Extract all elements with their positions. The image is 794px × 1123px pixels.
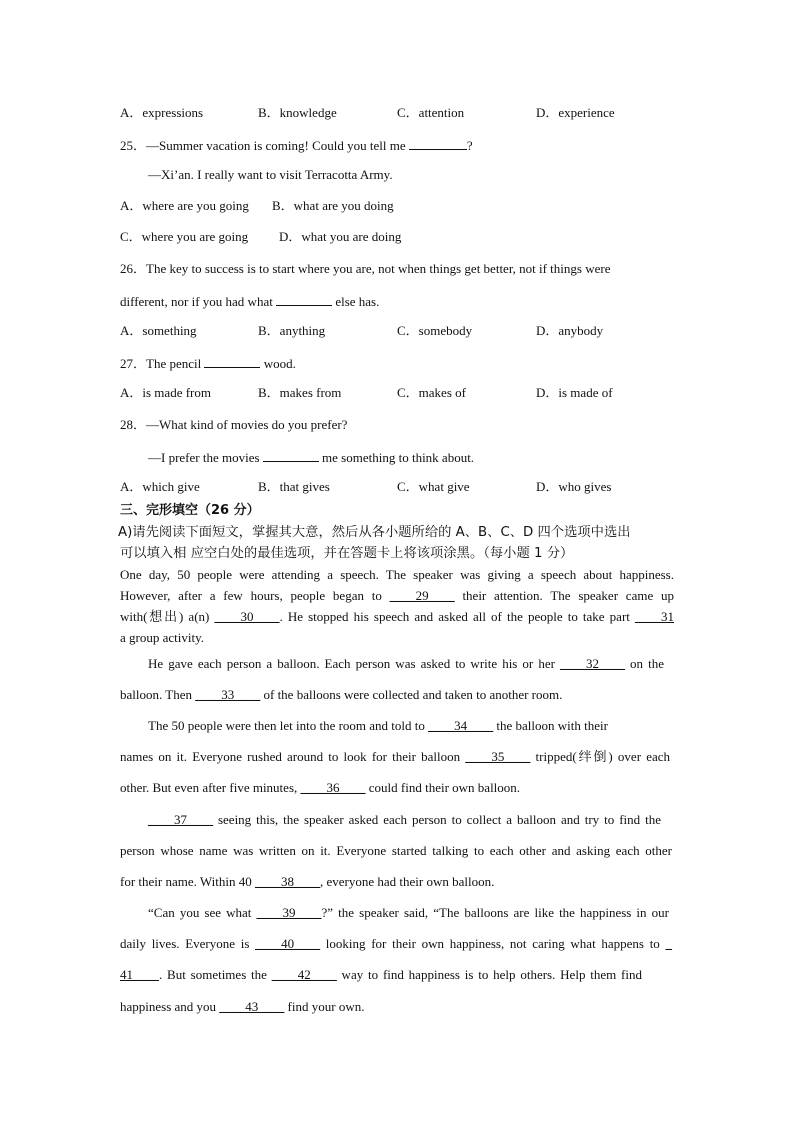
passage-p2-line1 — [148, 656, 664, 672]
q24-option-a: A．expressions — [120, 105, 204, 120]
q24-option-d: D．experience — [536, 105, 615, 120]
q26-stem-line2 — [120, 292, 379, 310]
q26-option-d: D．anybody — [536, 323, 604, 338]
p2-l2-b: of the balloons were collected and taken to another room. — [260, 687, 563, 702]
p3-l2-a: names on it. Everyone rushed around to look for their balloon — [120, 749, 466, 764]
passage-p1-line3 — [120, 609, 674, 625]
blank-31: ____31 — [635, 609, 674, 624]
q28-option-b: B．that gives — [258, 479, 330, 494]
q26-option-c: C．somebody — [397, 323, 473, 338]
passage-p4-line1 — [148, 812, 661, 828]
passage-p5-line3 — [120, 967, 642, 983]
p1-l3-a: with(想出) a(n) — [120, 609, 215, 624]
passage-p4-line3 — [120, 874, 494, 890]
q28-option-a: A．which give — [120, 479, 200, 494]
blank-41-start: _ — [665, 936, 673, 951]
q26-option-b: B．anything — [258, 323, 326, 338]
q28-reply-after: me something to think about. — [318, 450, 475, 465]
p5-l2-a: daily lives. Everyone is — [120, 936, 256, 951]
q26-stem-line1: 26．The key to success is to start where you are, not when things get better, not if things were — [120, 261, 611, 276]
p1-l3-b: . He stopped his speech and asked all of the people to take part — [279, 609, 635, 624]
q27-option-b: B．makes from — [258, 385, 342, 400]
blank-37: ____37____ — [148, 812, 213, 827]
q28-reply-before: —I prefer the movies — [148, 450, 263, 465]
passage-p4-line2: person whose name was written on it. Everyone started talking to each other and asking each other — [120, 843, 672, 858]
q25-stem-before: 25．—Summer vacation is coming! Could you tell me — [120, 138, 409, 153]
p3-l3-b: could find their own balloon. — [365, 780, 521, 795]
passage-p1-line1: One day, 50 people were attending a speech. The speaker was giving a speech about happiness. — [120, 567, 674, 582]
p5-l4-a: happiness and you — [120, 999, 220, 1014]
blank-30: ____30____ — [214, 609, 280, 624]
q26-line2-after: else has. — [332, 294, 380, 309]
q25-stem-after: ? — [466, 138, 473, 153]
blank-33: ____33____ — [195, 687, 261, 702]
passage-p1-line4: a group activity. — [120, 630, 204, 645]
q27-stem-after: wood. — [260, 356, 296, 371]
p3-l1-a: The 50 people were then let into the room and told to — [148, 718, 429, 733]
q25-option-b: B．what are you doing — [272, 198, 394, 213]
q25-option-c: C．where you are going — [120, 229, 249, 244]
q25-blank — [409, 136, 467, 150]
q25-stem — [120, 136, 473, 154]
p2-l1-a: He gave each person a balloon. Each person was asked to write his or her — [148, 656, 560, 671]
passage-p5-line2 — [120, 936, 672, 952]
blank-32: ____32____ — [559, 656, 625, 671]
p3-l3-a: other. But even after five minutes, — [120, 780, 301, 795]
section-instruction-line1: A)请先阅读下面短文，掌握其大意，然后从各小题所给的 A、B、C、D 四个选项中选出 — [118, 525, 631, 540]
p1-l2-a: However, after a few hours, people began to — [120, 588, 390, 603]
q27-option-c: C．makes of — [397, 385, 466, 400]
passage-p1-line2 — [120, 588, 674, 604]
passage-p3-line1 — [148, 718, 608, 734]
section-instruction-line2: 可以填入相 应空白处的最佳选项，并在答题卡上将该项涂黑。（每小题 1 分） — [120, 546, 574, 561]
passage-p2-line2 — [120, 687, 562, 703]
q27-option-a: A．is made from — [120, 385, 211, 400]
q28-option-c: C．what give — [397, 479, 470, 494]
q27-option-d: D．is made of — [536, 385, 613, 400]
p4-l3-a: for their name. Within 40 — [120, 874, 255, 889]
p5-l3-b: . But sometimes the — [159, 967, 272, 982]
q28-reply — [148, 448, 474, 466]
blank-29: ____29____ — [389, 588, 455, 603]
passage-p3-line3 — [120, 780, 520, 796]
q25-option-d: D．what you are doing — [279, 229, 402, 244]
p5-l1-b: ?” the speaker said, “The balloons are like the happiness in our — [321, 905, 669, 920]
q26-blank — [276, 292, 332, 306]
passage-p5-line4 — [120, 999, 364, 1015]
q28-stem: 28．—What kind of movies do you prefer? — [120, 417, 348, 432]
section-title: 三、完形填空（26 分） — [120, 503, 260, 518]
q28-option-d: D．who gives — [536, 479, 612, 494]
blank-43: ____43____ — [219, 999, 285, 1014]
p2-l2-a: balloon. Then — [120, 687, 196, 702]
passage-p3-line2 — [120, 749, 670, 765]
blank-38: ____38____ — [254, 874, 320, 889]
p3-l1-b: the balloon with their — [493, 718, 608, 733]
p4-l3-b: , everyone had their own balloon. — [319, 874, 495, 889]
q28-blank — [263, 448, 319, 462]
blank-40: ____40____ — [255, 936, 321, 951]
passage-p5-line1 — [148, 905, 669, 921]
blank-34: ____34____ — [428, 718, 494, 733]
blank-41: 41____ — [120, 967, 159, 982]
q26-line2-before: different, nor if you had what — [120, 294, 277, 309]
p1-l2-b: their attention. The speaker came up — [454, 588, 675, 603]
q24-option-c: C．attention — [397, 105, 465, 120]
p3-l2-b: tripped(绊倒) over each — [530, 749, 671, 764]
blank-39: ____39____ — [256, 905, 322, 920]
q25-reply: —Xi’an. I really want to visit Terracotta Army. — [148, 167, 393, 182]
p5-l3-c: way to find happiness is to help others. Help them find — [336, 967, 642, 982]
blank-42: ____42____ — [271, 967, 337, 982]
q24-option-b: B．knowledge — [258, 105, 337, 120]
q27-blank — [204, 354, 260, 368]
q27-stem-before: 27．The pencil — [120, 356, 205, 371]
q27-stem — [120, 354, 296, 372]
q25-option-a: A．where are you going — [120, 198, 249, 213]
p2-l1-b: on the — [624, 656, 664, 671]
p5-l2-b: looking for their own happiness, not caring what happens to — [320, 936, 666, 951]
blank-35: ____35____ — [465, 749, 531, 764]
p5-l1-a: “Can you see what — [148, 905, 257, 920]
p4-l1-b: seeing this, the speaker asked each person to collect a balloon and try to find the — [213, 812, 661, 827]
blank-36: ____36____ — [300, 780, 366, 795]
q26-option-a: A．something — [120, 323, 197, 338]
p5-l4-b: find your own. — [284, 999, 365, 1014]
